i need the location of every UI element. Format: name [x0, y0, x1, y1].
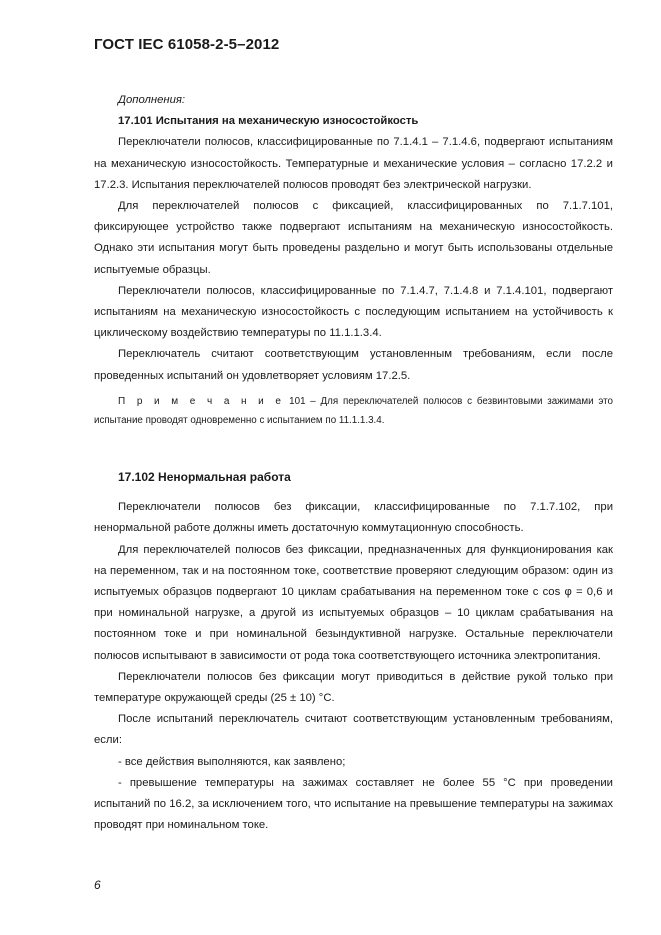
section-101-title: 17.101 Испытания на механическую износостойкость [118, 115, 419, 128]
section-102-paragraph: Переключатели полюсов без фиксации могут приводиться в действие рукой только при температуре окружающей среды (25 ± 10) °С. [94, 670, 613, 705]
content-bottom [94, 467, 613, 836]
section-102-paragraph: После испытаний переключатель считают соответствующим установленным требованиям, если: [94, 713, 613, 747]
section-102-list-item: - превышение температуры на зажимах составляет не более 55 °С при проведении испытаний по 16.2, за исключением того, что испытание на превышение температуры на зажимах проводят при номинальном токе. [94, 776, 613, 832]
note-label: П р и м е ч а н и е [118, 395, 285, 407]
section-101-paragraph: Переключатели полюсов, классифицированные по 7.1.4.7, 7.1.4.8 и 7.1.4.101, подвергают испытаниям на механическую износостойкость с последующим испытанием на устойчивость к циклическому воздействию температуры по 11.1.1.3.4. [94, 284, 613, 340]
addendum-label: Дополнения: [118, 94, 186, 106]
page-number: 6 [94, 878, 101, 892]
section-101-paragraph: Переключатель считают соответствующим установленным требованиям, если после проведенных испытаний он удовлетворяет условиям 17.2.5. [94, 348, 613, 382]
section-101-note [94, 392, 613, 430]
section-102-title: 17.102 Ненормальная работа [118, 470, 291, 484]
note-text: 101 – Для переключателей полюсов с безвинтовыми зажимами это испытание проводят одновременно с испытанием по 11.1.1.3.4. [94, 395, 613, 426]
section-101-paragraph: Переключатели полюсов, классифицированные по 7.1.4.1 – 7.1.4.6, подвергают испытаниям на механическую износостойкость. Температурные и механические условия – согласно 17.2.2 и 17.2.3. Испытания переключателей полюсов проводят без электрической нагрузки. [94, 136, 613, 191]
section-102-paragraph: Для переключателей полюсов без фиксации, предназначенных для функционирования как на переменном, так и на постоянном токе, соответствие проверяют следующим образом: один из испытуемых образцов подвергают 10 циклам срабатывания на переменном токе с cos φ = 0,6 и при номинальной нагрузке, а другой из испытуемых образцов – 10 циклам срабатывания на постоянном токе и при номинальной безындуктивной нагрузке. Остальные переключатели полюсов испытывают в зависимости от рода тока соответствующего источника электропитания. [94, 543, 613, 662]
page-header-standard: ГОСТ IEC 61058-2-5–2012 [94, 36, 280, 53]
content-top [94, 90, 613, 430]
section-102-paragraph: Переключатели полюсов без фиксации, классифицированные по 7.1.7.102, при ненормальной работе должны иметь достаточную коммутационную способность. [94, 501, 613, 535]
section-102-list-item: - все действия выполняются, как заявлено; [118, 755, 346, 768]
section-101-paragraph: Для переключателей полюсов с фиксацией, классифицированных по 7.1.7.101, фиксирующее устройство также подвергают испытаниям на механическую износостойкость. Однако эти испытания могут быть проведены раздельно и могут быть использованы отдельные испытуемые образцы. [94, 200, 613, 276]
